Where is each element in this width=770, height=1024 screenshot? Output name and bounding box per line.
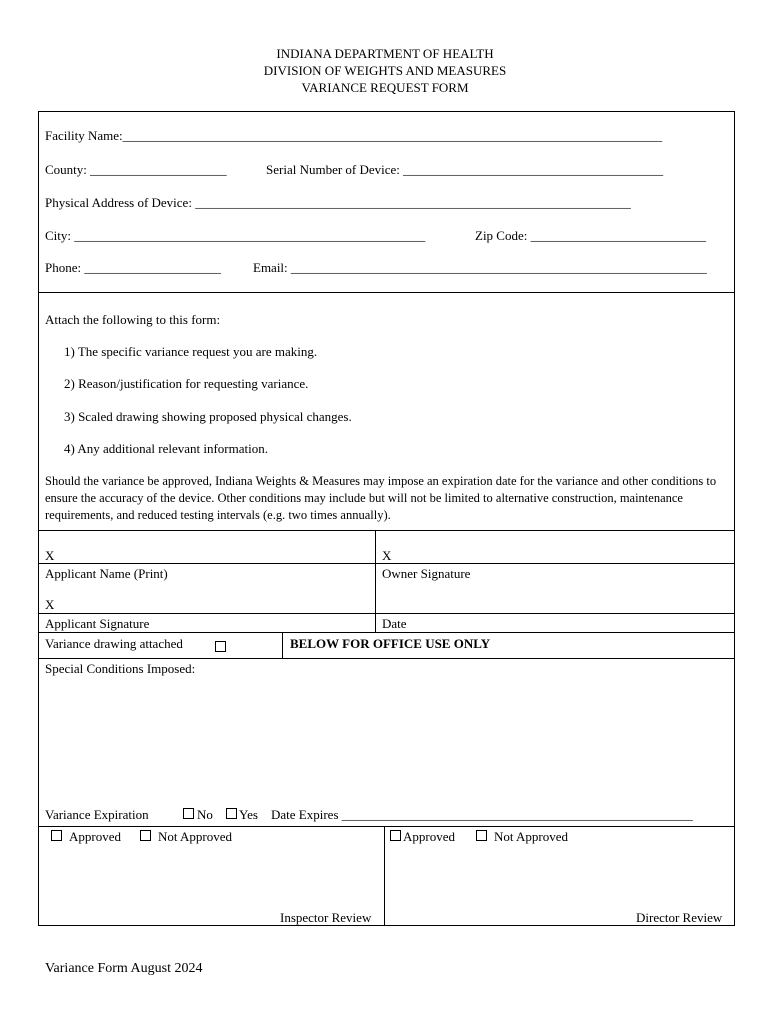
applicant-name-label: Applicant Name (Print) [45,566,168,581]
divider-facility [38,292,735,293]
date-expires-field[interactable]: Date Expires ______________________________________________________ [271,807,693,822]
county-field[interactable]: County: _____________________ [45,162,227,177]
form-header [0,45,770,96]
date-label: Date [382,616,407,631]
expiration-yes-label: Yes [239,807,258,822]
attach-intro: Attach the following to this form: [45,312,221,327]
divider-review-columns [384,826,385,926]
divider-attachments [38,530,735,531]
divider-drawing-cell [282,632,283,659]
attach-item: 4) Any additional relevant information. [64,441,268,456]
agency-name: INDIANA DEPARTMENT OF HEALTH [276,46,494,61]
divider-office-use [38,658,735,659]
inspector-approved-label: Approved [69,829,121,844]
division-name: DIVISION OF WEIGHTS AND MEASURES [263,63,507,78]
expiration-no-label: No [197,807,213,822]
owner-signature-label: Owner Signature [382,566,471,581]
attach-item: 3) Scaled drawing showing proposed physical changes. [64,409,352,424]
variance-expiration-label: Variance Expiration [45,807,149,822]
attach-item: 2) Reason/justification for requesting variance. [64,376,309,391]
approval-notice: Should the variance be approved, Indiana Weights & Measures may impose an expiration date for the variance and other conditions to ensure the accuracy of the device. Other conditions may include but will not be limited to alternative construction, maintenance requirements, and reduced testing intervals (e.g. two times annually). [45,474,717,522]
form-version-footer: Variance Form August 2024 [45,961,203,976]
phone-field[interactable]: Phone: _____________________ [45,260,221,275]
city-field[interactable]: City: ______________________________________________________ [45,228,426,243]
drawing-attached-checkbox[interactable] [215,641,226,652]
divider-signature-columns [375,530,376,633]
expiration-no-checkbox[interactable] [183,808,194,819]
attach-item: 1) The specific variance request you are making. [64,344,318,359]
owner-x-mark: X [382,548,392,563]
applicant-name-x-mark: X [45,548,55,563]
serial-number-field[interactable]: Serial Number of Device: ________________________________________ [266,162,664,177]
zip-code-field[interactable]: Zip Code: ___________________________ [475,228,707,243]
form-title: VARIANCE REQUEST FORM [301,80,469,95]
director-approved-label: Approved [403,829,455,844]
inspector-review-label: Inspector Review [280,910,372,925]
divider-expiration [38,826,735,827]
applicant-signature-x-mark: X [45,597,55,612]
director-not-approved-label: Not Approved [494,829,569,844]
applicant-signature-label: Applicant Signature [45,616,150,631]
drawing-attached-label: Variance drawing attached [45,636,183,651]
expiration-yes-checkbox[interactable] [226,808,237,819]
director-not-approved-checkbox[interactable] [476,830,487,841]
director-review-label: Director Review [636,910,723,925]
physical-address-field[interactable]: Physical Address of Device: ___________________________________________________________________ [45,195,631,210]
divider-signature [38,613,735,614]
inspector-not-approved-checkbox[interactable] [140,830,151,841]
divider-date [38,632,735,633]
office-use-heading: BELOW FOR OFFICE USE ONLY [290,636,491,651]
facility-name-field[interactable]: Facility Name:___________________________________________________________________________________ [45,128,663,143]
email-field[interactable]: Email: ________________________________________________________________ [253,260,707,275]
director-approved-checkbox[interactable] [390,830,401,841]
special-conditions-label: Special Conditions Imposed: [45,661,196,676]
inspector-not-approved-label: Not Approved [158,829,233,844]
inspector-approved-checkbox[interactable] [51,830,62,841]
